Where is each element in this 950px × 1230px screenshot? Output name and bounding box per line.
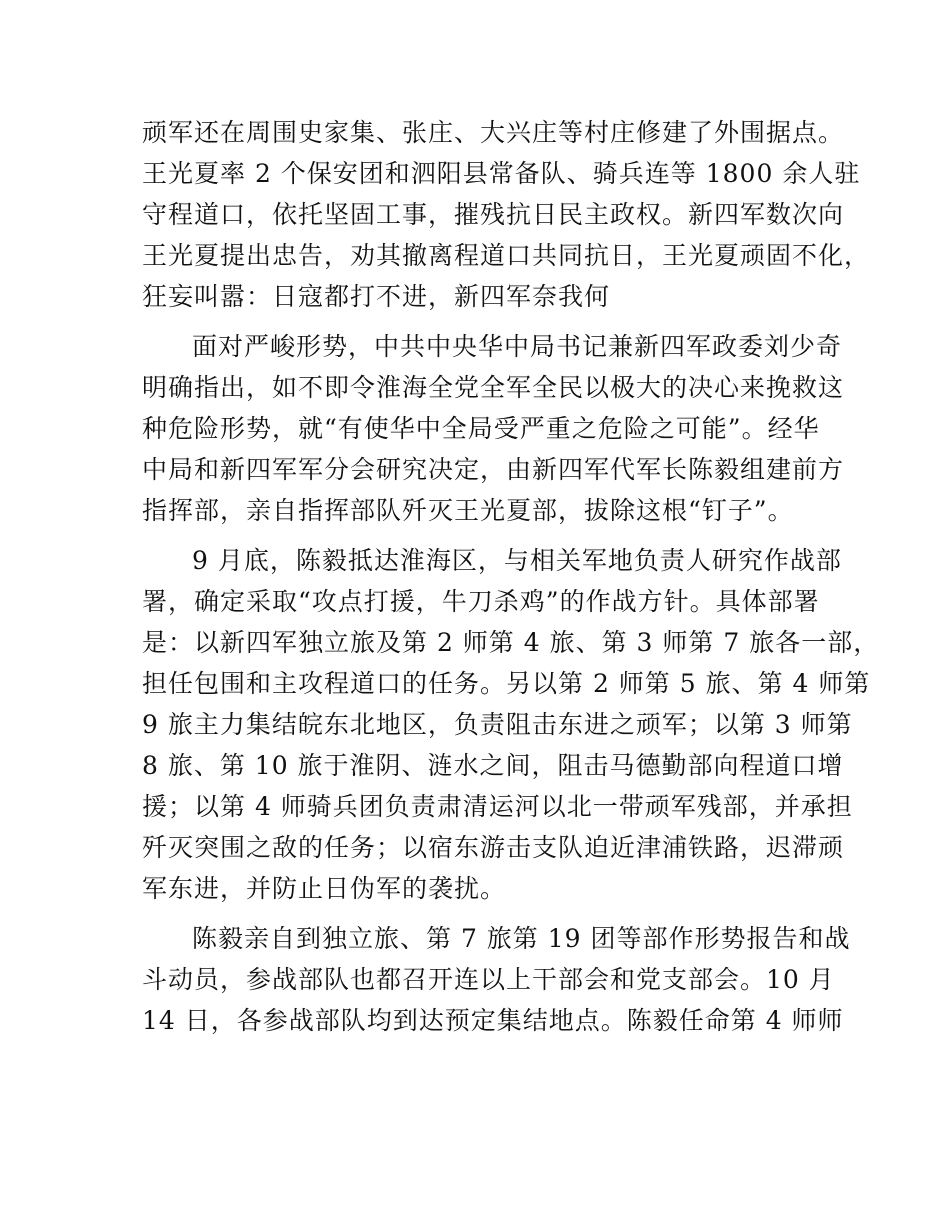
document-body [142, 112, 880, 1050]
text-line: 担任包围和主攻程道口的任务。另以第 2 师第 5 旅、第 4 师第 [142, 669, 871, 698]
text-line: 歼灭突围之敌的任务；以宿东游击支队迫近津浦铁路，迟滞顽 [142, 833, 845, 862]
paragraph-3 [142, 540, 880, 909]
text-line: 军东进，并防止日伪军的袭扰。 [142, 874, 507, 903]
text-line: 面对严峻形势，中共中央华中局书记兼新四军政委刘少奇 [192, 332, 843, 361]
text-line: 种危险形势，就“有使华中全局受严重之危险之可能”。经华 [142, 414, 820, 443]
text-line: 指挥部，亲自指挥部队歼灭王光夏部，拔除这根“钉子”。 [142, 496, 794, 525]
text-line: 8 旅、第 10 旅于淮阴、涟水之间，阻击马德勤部向程道口增 [142, 751, 844, 780]
paragraph-4 [142, 918, 851, 1041]
text-line: 9 旅主力集结皖东北地区，负责阻击东进之顽军；以第 3 师第 [142, 710, 853, 739]
text-line: 援；以第 4 师骑兵团负责肃清运河以北一带顽军残部，并承担 [142, 792, 853, 821]
text-line: 王光夏提出忠告，劝其撤离程道口共同抗日，王光夏顽固不化， [142, 241, 871, 270]
text-line: 明确指出，如不即令淮海全党全军全民以极大的决心来挽救这 [142, 373, 845, 402]
paragraph-2 [142, 326, 845, 531]
text-line: 守程道口，依托坚固工事，摧残抗日民主政权。新四军数次向 [142, 200, 845, 229]
text-line: 中局和新四军军分会研究决定，由新四军代军长陈毅组建前方 [142, 455, 845, 484]
text-line: 王光夏率 2 个保安团和泗阳县常备队、骑兵连等 1800 余人驻 [142, 159, 861, 188]
text-line: 是：以新四军独立旅及第 2 师第 4 旅、第 3 师第 7 旅各一部， [142, 628, 880, 657]
text-line: 狂妄叫嚣：日寇都打不进，新四军奈我何 [142, 282, 611, 311]
text-line: 顽军还在周围史家集、张庄、大兴庄等村庄修建了外围据点。 [142, 118, 845, 147]
text-line: 9 月底，陈毅抵达淮海区，与相关军地负责人研究作战部 [192, 546, 842, 575]
paragraph-1 [142, 112, 871, 317]
text-line: 斗动员，参战部队也都召开连以上干部会和党支部会。10 月 [142, 965, 835, 994]
text-line: 署，确定采取“攻点打援，牛刀杀鸡”的作战方针。具体部署 [142, 587, 820, 616]
text-line: 陈毅亲自到独立旅、第 7 旅第 19 团等部作形势报告和战 [192, 924, 851, 953]
text-line: 14 日，各参战部队均到达预定集结地点。陈毅任命第 4 师师 [142, 1006, 844, 1035]
